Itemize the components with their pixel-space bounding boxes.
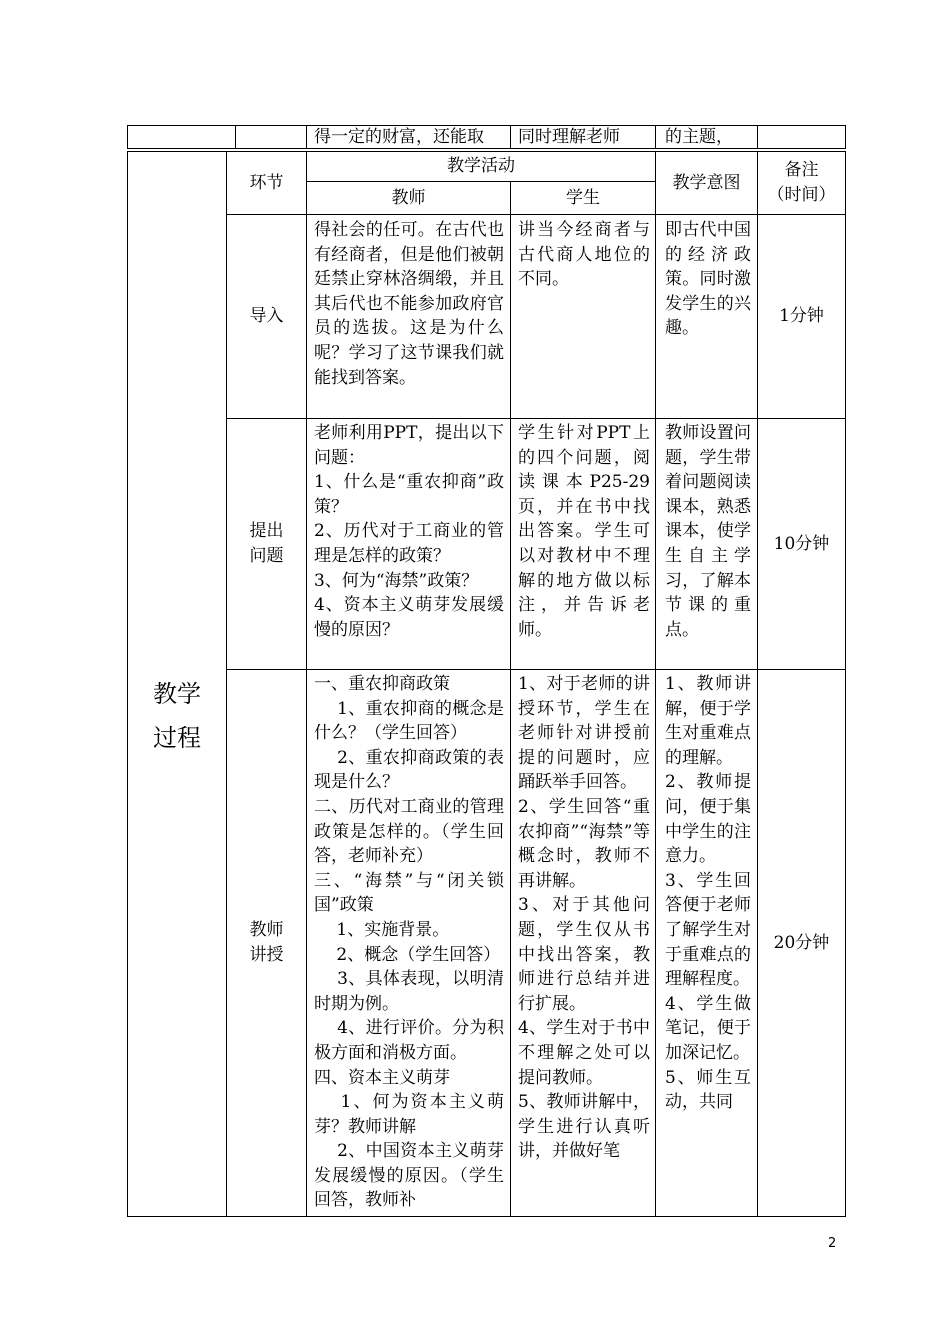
cont-teacher-cell: 得一定的财富，还能取: [314, 127, 484, 147]
row-intent-lecture: 1、教师讲解，便于学生对重难点的理解。 2、教师提问，便于集中学生的注意力。 3、学生回答便于老师了解学生对于重难点的理解程度。 4、学生做笔记，便于加深记忆。 5、师生互动，共同: [665, 674, 751, 1113]
table-rule: [127, 125, 128, 149]
row-stage-intro: 导入: [249, 306, 284, 327]
header-note: 备注 （时间）: [767, 160, 836, 205]
row-student-lecture: 1、对于老师的讲授环节，学生在老师针对讲授前提的问题时，应踊跃举手回答。 2、学生回答“重农抑商”“海禁”等概念时，教师不再讲解。 3、对于其他问题，学生仅从书中找出答案，教师进行总结并进行扩展。 4、学生对于书中不理解之处可以提问教师。 5、教师讲解中，学生进行认真听讲，并做好笔: [518, 674, 650, 1162]
row-stage-lecture: 教师 讲授: [249, 920, 284, 965]
table-rule: [226, 214, 846, 215]
row-teacher-questions: 老师利用PPT，提出以下问题： 1、什么是“重农抑商”政策？ 2、历代对于工商业的管理是怎样的政策？ 3、何为“海禁”政策？ 4、资本主义萌芽发展缓慢的原因？: [314, 423, 504, 640]
table-rule: [845, 151, 846, 1217]
row-student-intro: 讲当今经商者与古代商人地位的不同。: [518, 220, 650, 290]
table-rule: [757, 125, 758, 149]
table-rule: [510, 181, 511, 1217]
table-rule: [226, 418, 846, 419]
header-activity: 教学活动: [447, 156, 515, 177]
table-rule: [226, 669, 846, 670]
table-rule: [655, 151, 656, 1217]
page-number: 2: [828, 1236, 837, 1251]
row-teacher-intro: 得社会的任可。在古代也有经商者，但是他们被朝廷禁止穿林洛绸缎，并且其后代也不能参加政府官员的选拔。这是为什么呢？学习了这节课我们就能找到答案。: [314, 220, 504, 388]
table-rule: [306, 151, 307, 1217]
table-rule: [127, 1216, 846, 1217]
row-student-questions: 学生针对PPT上的四个问题，阅读课本P25-29页，并在书中找出答案。学生可以对教材中不理解的地方做以标注，并告诉老师。: [518, 423, 650, 640]
cont-student-cell: 同时理解老师: [518, 127, 620, 147]
row-intent-intro: 即古代中国的经济政策。同时激发学生的兴趣。: [665, 220, 751, 339]
table-rule: [655, 125, 656, 149]
row-note-intro: 1分钟: [779, 306, 824, 327]
header-student: 学生: [566, 187, 600, 208]
row-stage-questions: 提出 问题: [249, 521, 284, 566]
cont-intent-cell: 的主题，: [665, 127, 733, 147]
table-rule: [306, 125, 307, 149]
table-rule: [510, 125, 511, 149]
header-intent: 教学意图: [672, 172, 741, 193]
row-intent-questions: 教师设置问题，学生带着问题阅读课本，熟悉课本，使学生自主学习，了解本节课的重点。: [665, 423, 751, 640]
row-teacher-lecture: 一、重农抑商政策 1、重农抑商的概念是什么？（学生回答） 2、重农抑商政策的表现是什么？ 二、历代对工商业的管理政策是怎样的。（学生回答，老师补充） 三、“海禁”与“闭关锁国”政策 1、实施背景。 2、概念（学生回答） 3、具体表现，以明清时期为例。 4、进行评价。分为积极方面和消极方面。 四、资本主义萌芽 1、何为资本主义萌芽？教师讲解 2、中国资本主义萌芽发展缓慢的原因。（学生回答，教师补: [314, 674, 504, 1211]
section-label: 教学 过程: [153, 679, 201, 752]
row-note-lecture: 20分钟: [773, 932, 830, 953]
header-teacher: 教师: [391, 187, 426, 208]
table-rule: [235, 125, 236, 149]
row-note-questions: 10分钟: [773, 533, 830, 554]
header-stage: 环节: [249, 172, 284, 193]
table-rule: [845, 125, 846, 149]
